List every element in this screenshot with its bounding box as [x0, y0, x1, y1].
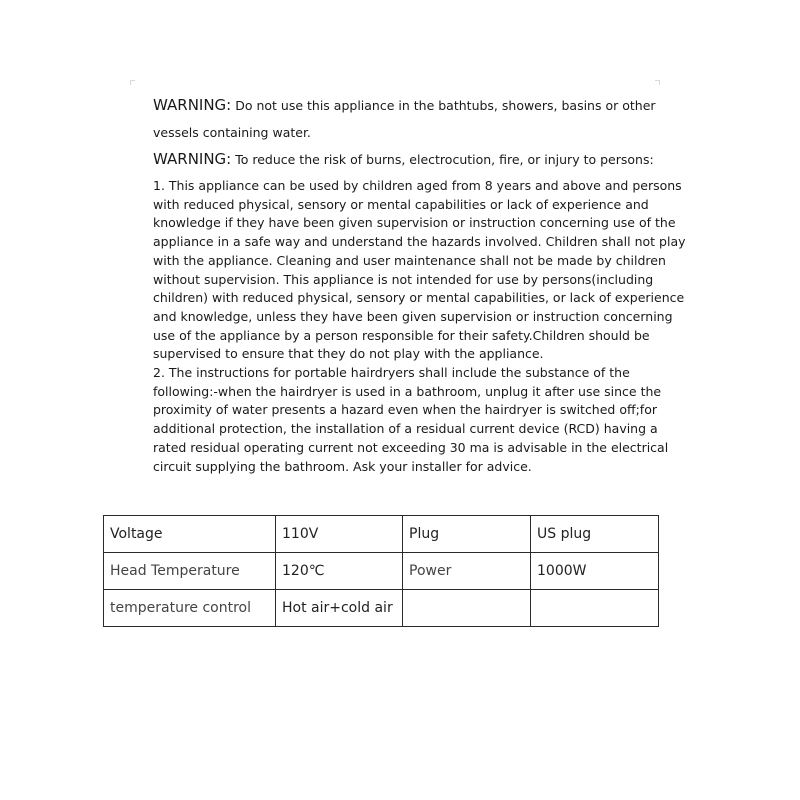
warning-label: WARNING: [153, 150, 232, 168]
instruction-line: following:-when the hairdryer is used in a bathroom, unplug it after use since the [153, 383, 662, 399]
spec-value-power: 1000W [531, 553, 659, 590]
spec-label-voltage: Voltage [104, 516, 276, 553]
instruction-line: without supervision. This appliance is not intended for use by persons(including [153, 271, 654, 287]
instruction-line: appliance in a safe way and understand the hazards involved. Children shall not play [153, 234, 686, 250]
spec-table [103, 515, 659, 627]
instruction-line: use of the appliance by a person responsible for their safety.Children should be [153, 327, 650, 343]
instruction-line: proximity of water presents a hazard even when the hairdryer is switched off;for [153, 402, 657, 418]
instruction-line: 1. This appliance can be used by children aged from 8 years and above and persons [153, 178, 682, 193]
spec-value-head-temperature: 120℃ [276, 553, 403, 590]
spec-value-plug: US plug [531, 516, 659, 553]
table-row [104, 516, 659, 553]
warning-text: To reduce the risk of burns, electrocution, fire, or injury to persons: [231, 152, 654, 167]
instructions-list [153, 177, 686, 476]
spec-empty-cell [531, 590, 659, 627]
corner-mark-right [655, 80, 660, 85]
spec-empty-cell [403, 590, 531, 627]
warning-bath-continuation: vessels containing water. [153, 125, 311, 140]
instruction-line: circuit supplying the bathroom. Ask your installer for advice. [153, 458, 532, 474]
warning-injury [153, 146, 653, 173]
page-corner-marks [130, 80, 660, 86]
instruction-line: additional protection, the installation of a residual current device (RCD) having a [153, 421, 658, 437]
spec-value-voltage: 110V [276, 516, 403, 553]
safety-notice [153, 92, 686, 476]
warning-bath [153, 92, 656, 119]
instruction-line: rated residual operating current not exceeding 30 ma is advisable in the electrical [153, 439, 669, 455]
warning-label: WARNING: [153, 96, 232, 114]
spec-label-plug: Plug [403, 516, 531, 553]
spec-label-head-temperature: Head Temperature [104, 553, 276, 590]
corner-mark-left [130, 80, 135, 85]
spec-value-temperature-control: Hot air+cold air [276, 590, 403, 627]
instruction-line: with the appliance. Cleaning and user maintenance shall not be made by children [153, 252, 666, 268]
spec-label-temperature-control: temperature control [104, 590, 276, 627]
table-row [104, 590, 659, 627]
warning-text: Do not use this appliance in the bathtubs, showers, basins or other [231, 98, 656, 113]
instruction-line: knowledge if they have been given supervision or instruction concerning use of the [153, 215, 676, 231]
spec-label-power: Power [403, 553, 531, 590]
table-row [104, 553, 659, 590]
instruction-line: 2. The instructions for portable hairdryers shall include the substance of the [153, 365, 630, 381]
instruction-line: children) with reduced physical, sensory or mental capabilities, or lack of experience [153, 290, 685, 306]
instruction-line: supervised to ensure that they do not play with the appliance. [153, 346, 544, 362]
instruction-line: with reduced physical, sensory or mental capabilities or lack of experience and [153, 196, 649, 212]
instruction-line: and knowledge, unless they have been given supervision or instruction concerning [153, 308, 673, 324]
